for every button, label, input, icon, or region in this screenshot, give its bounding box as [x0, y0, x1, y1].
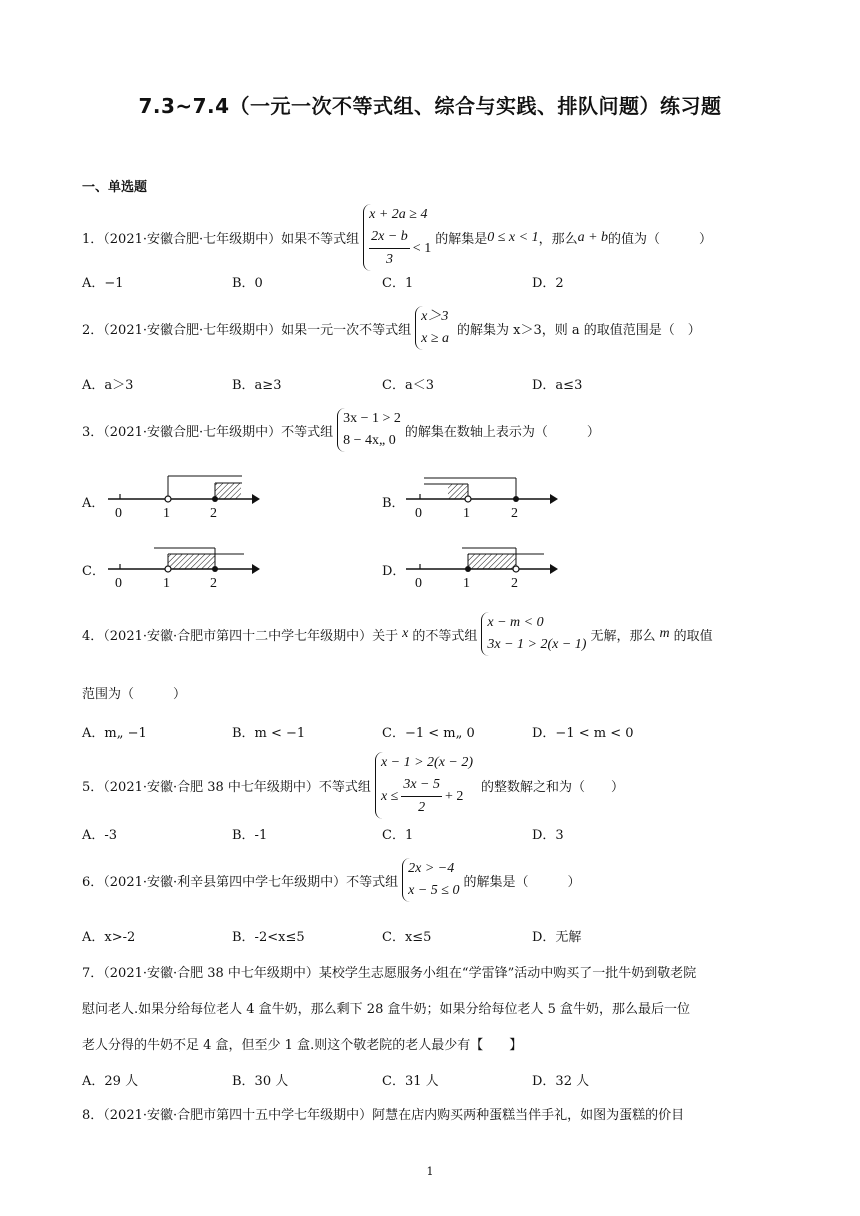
q7-option-b[interactable]: B．30 人 — [232, 1074, 289, 1089]
q7-line3: 老人分得的牛奶不足 4 盒，但至少 1 盒.则这个敬老院的老人最少有【 】 — [82, 1038, 523, 1053]
q3-numberline-c[interactable] — [104, 536, 264, 600]
q5-sys-line2b: + 2 — [445, 788, 464, 804]
q5-option-d[interactable]: D．3 — [532, 828, 564, 843]
nl-b-tick-2: 2 — [511, 506, 518, 521]
q5-option-a[interactable]: A．-3 — [82, 828, 118, 843]
q3-system — [333, 408, 401, 452]
nl-a-tick-0: 0 — [115, 506, 122, 521]
nl-a-tick-2: 2 — [210, 506, 217, 521]
numberline-a-graphic — [104, 466, 264, 530]
q4-sys-line2: 3x − 1 > 2(x − 1) — [487, 637, 587, 652]
q6-option-b[interactable]: B．-2<x≤5 — [232, 930, 305, 945]
q3-option-c[interactable]: C． — [82, 564, 105, 579]
q3-option-a[interactable]: A． — [82, 496, 105, 511]
q1-suffix-b: 的值为（ ） — [608, 232, 713, 247]
q8-line1: 8．（2021·安徽·合肥市第四十五中学七年级期中）阿慧在店内购买两种蛋糕当伴手礼，如图为蛋糕的价目 — [82, 1108, 685, 1123]
q5-sys-line1: x − 1 > 2(x − 2) — [380, 755, 474, 770]
q2-sys-line1: x＞3 — [421, 309, 449, 324]
q1-suffix-a: ，那么 — [538, 232, 578, 247]
q4-suffix-a: 无解，那么 — [590, 628, 656, 644]
q2-option-a[interactable]: A．a＞3 — [82, 378, 134, 393]
question-5 — [82, 752, 624, 819]
q6-suffix: 的解集是（ ） — [463, 874, 581, 890]
q4-continuation: 范围为（ ） — [82, 687, 187, 702]
q7-option-d[interactable]: D．32 人 — [532, 1074, 590, 1089]
q4-var: x — [402, 626, 409, 641]
q1-option-a[interactable]: A．−1 — [82, 276, 124, 291]
q6-sys-line2: x − 5 ≤ 0 — [408, 883, 460, 898]
numberline-b-graphic — [402, 466, 562, 530]
nl-a-tick-1: 1 — [163, 506, 170, 521]
nl-b-tick-0: 0 — [415, 506, 422, 521]
q4-var2: m — [659, 626, 670, 641]
q1-option-d[interactable]: D．2 — [532, 276, 564, 291]
q4-option-a[interactable]: A．m„ −1 — [82, 726, 147, 741]
q2-prefix: 2．（2021·安徽合肥·七年级期中）如果一元一次不等式组 — [82, 322, 412, 338]
q6-option-c[interactable]: C．x≤5 — [382, 930, 432, 945]
q5-option-c[interactable]: C．1 — [382, 828, 414, 843]
section-heading: 一、单选题 — [82, 180, 148, 195]
q5-option-b[interactable]: B．-1 — [232, 828, 268, 843]
question-6 — [82, 858, 581, 902]
q4-option-d[interactable]: D．−1 < m < 0 — [532, 726, 634, 741]
q3-prefix: 3．（2021·安徽合肥·七年级期中）不等式组 — [82, 424, 334, 440]
q5-system — [371, 752, 473, 819]
q6-option-a[interactable]: A．x>-2 — [82, 930, 136, 945]
q1-sys-line1: x + 2a ≥ 4 — [369, 207, 428, 222]
q7-option-c[interactable]: C．31 人 — [382, 1074, 439, 1089]
q4-system — [477, 612, 586, 656]
nl-b-tick-1: 1 — [463, 506, 470, 521]
question-4 — [82, 612, 713, 656]
q5-frac-den: 2 — [418, 800, 426, 815]
numberline-c-graphic — [104, 536, 264, 600]
q2-suffix: 的解集为 x＞3，则 a 的取值范围是（ ） — [457, 322, 701, 338]
q1-mid: 的解集是 — [435, 232, 488, 247]
q2-system — [411, 306, 449, 350]
q4-suffix-b: 的取值 — [673, 628, 713, 644]
q1-fraction — [369, 226, 410, 271]
numberline-d-graphic — [402, 536, 562, 600]
q3-numberline-a[interactable] — [104, 466, 264, 530]
nl-d-tick-0: 0 — [415, 576, 422, 591]
q3-option-d[interactable]: D． — [382, 564, 406, 579]
q6-sys-line1: 2x > −4 — [408, 861, 455, 876]
question-3 — [82, 408, 600, 452]
nl-c-tick-2: 2 — [210, 576, 217, 591]
q3-numberline-d[interactable] — [402, 536, 562, 600]
q4-prefix: 4．（2021·安徽·合肥市第四十二中学七年级期中）关于 — [82, 628, 399, 644]
q5-prefix: 5．（2021·安徽·合肥 38 中七年级期中）不等式组 — [82, 780, 371, 795]
q4-mid: 的不等式组 — [412, 628, 478, 644]
nl-d-tick-2: 2 — [511, 576, 518, 591]
q5-sys-line2a: x ≤ — [380, 788, 399, 804]
q2-sys-line2: x ≥ a — [421, 331, 450, 346]
q1-option-b[interactable]: B．0 — [232, 276, 263, 291]
q6-prefix: 6．（2021·安徽·利辛县第四中学七年级期中）不等式组 — [82, 874, 399, 890]
q3-suffix: 的解集在数轴上表示为（ ） — [404, 424, 600, 440]
page-number: 1 — [426, 1165, 434, 1178]
q5-suffix: 的整数解之和为（ ） — [481, 780, 625, 795]
q6-system — [398, 858, 459, 902]
q1-frac-rest: < 1 — [412, 240, 432, 256]
q6-option-d[interactable]: D．无解 — [532, 930, 582, 945]
q2-option-d[interactable]: D．a≤3 — [532, 378, 583, 393]
q7-line1: 7．（2021·安徽·合肥 38 中七年级期中）某校学生志愿服务小组在“学雷锋”活动中购买了一批牛奶到敬老院 — [82, 966, 697, 981]
nl-c-tick-0: 0 — [115, 576, 122, 591]
q3-option-b[interactable]: B． — [382, 496, 405, 511]
q4-option-c[interactable]: C．−1 < m„ 0 — [382, 726, 475, 741]
q7-option-a[interactable]: A．29 人 — [82, 1074, 139, 1089]
q1-frac-num: 2x − b — [369, 226, 410, 249]
q5-frac-num: 3x − 5 — [401, 774, 442, 797]
q1-prefix: 1．（2021·安徽合肥·七年级期中）如果不等式组 — [82, 232, 360, 247]
q1-option-c[interactable]: C．1 — [382, 276, 414, 291]
q1-expr: a + b — [577, 229, 609, 245]
q3-sys-line1: 3x − 1 > 2 — [343, 411, 401, 426]
question-1 — [82, 204, 712, 271]
q1-cond: 0 ≤ x < 1 — [487, 229, 539, 245]
nl-d-tick-1: 1 — [463, 576, 470, 591]
q1-frac-den: 3 — [385, 252, 393, 267]
q2-option-b[interactable]: B．a≥3 — [232, 378, 282, 393]
q4-sys-line1: x − m < 0 — [487, 615, 544, 630]
q7-line2: 慰问老人.如果分给每位老人 4 盒牛奶，那么剩下 28 盒牛奶；如果分给每位老人 5 盒牛奶，那么最后一位 — [82, 1002, 691, 1017]
question-2 — [82, 306, 701, 350]
q1-system — [359, 204, 431, 271]
q3-numberline-b[interactable] — [402, 466, 562, 530]
q3-sys-line2: 8 − 4x„ 0 — [343, 433, 396, 448]
q5-fraction — [401, 774, 442, 819]
nl-c-tick-1: 1 — [163, 576, 170, 591]
page-title: 7.3~7.4（一元一次不等式组、综合与实践、排队问题）练习题 — [138, 94, 722, 118]
q4-option-b[interactable]: B．m < −1 — [232, 726, 306, 741]
q2-option-c[interactable]: C．a＜3 — [382, 378, 434, 393]
